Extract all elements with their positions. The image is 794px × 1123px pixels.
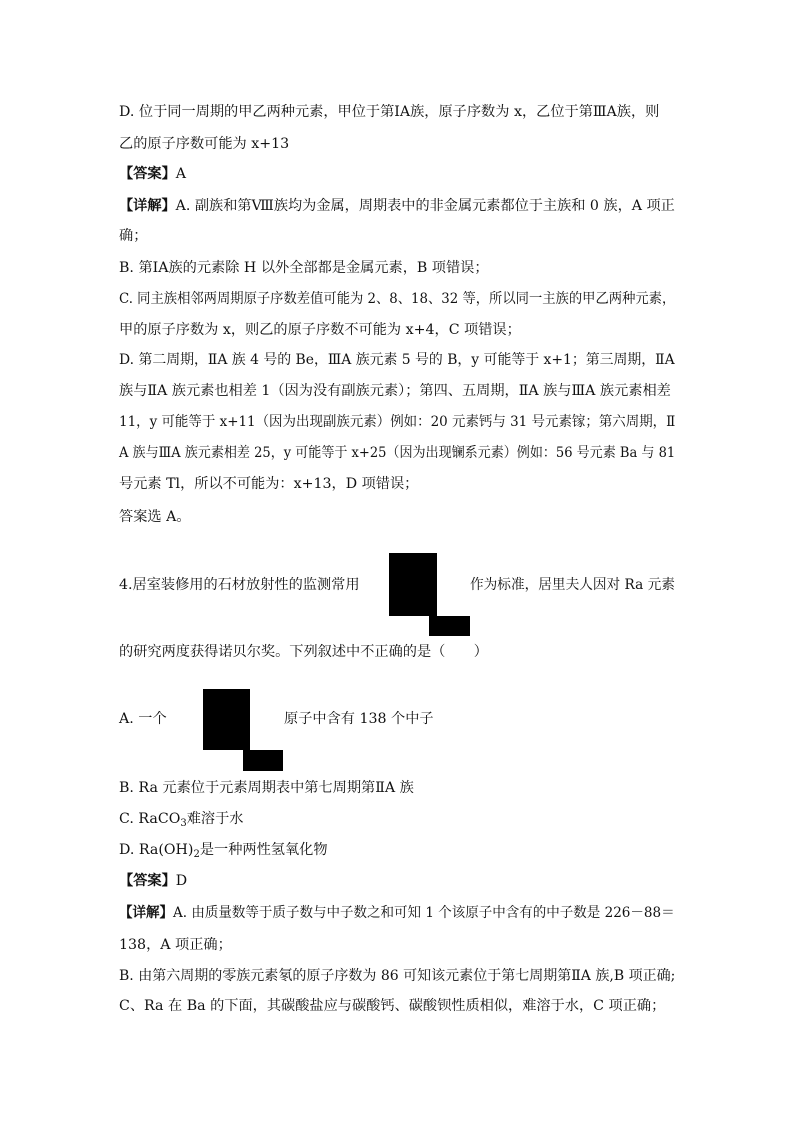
detail-1-a-line2: 确； bbox=[119, 228, 148, 244]
prev-option-d-line1: D. 位于同一周期的甲乙两种元素，甲位于第ⅠA族，原子序数为 x，乙位于第ⅢA族，则 bbox=[119, 104, 660, 120]
detail-1-d-line1: D. 第二周期，ⅡA 族 4 号的 Be，ⅢA 族元素 5 号的 B，y 可能等于 x+1；第三周期，ⅡA bbox=[119, 352, 675, 368]
detail-1-b: B. 第ⅠA族的元素除 H 以外全部都是金属元素，B 项错误； bbox=[119, 260, 489, 276]
detail-label: 【详解】 bbox=[119, 198, 176, 214]
detail-1-d-line2: 族与ⅡA 族元素也相差 1（因为没有副族元素）；第四、五周期，ⅡA 族与ⅢA 族元素相差 bbox=[119, 383, 671, 399]
detail-1-a-line1: 【详解】A. 副族和第Ⅷ族均为金属，周期表中的非金属元素都位于主族和 0 族，A 项正 bbox=[119, 198, 675, 214]
detail-1-c-line2: 甲的原子序数为 x，则乙的原子序数不可能为 x+4，C 项错误； bbox=[119, 322, 521, 338]
detail-1-d-line4: A 族与ⅢA 族元素相差 25，y 可能等于 x+25（因为出现镧系元素）例如：56 号元素 Ba 与 81 bbox=[119, 445, 676, 461]
detail-label: 【详解】 bbox=[119, 905, 174, 921]
answer-2 bbox=[119, 871, 187, 891]
question-4-line2: 的研究两度获得诺贝尔奖。下列叙述中不正确的是（ ） bbox=[119, 644, 488, 660]
detail-1-d-line3: 11，y 可能等于 x+11（因为出现副族元素）例如：20 元素钙与 31 号元素镓；第六周期，Ⅱ bbox=[119, 414, 676, 430]
isotope-formula-image-subscript bbox=[243, 750, 283, 771]
isotope-formula-image-subscript bbox=[429, 616, 470, 636]
detail-1-conclusion: 答案选 A。 bbox=[119, 509, 191, 525]
answer-label: 【答案】 bbox=[119, 166, 176, 182]
answer-label: 【答案】 bbox=[119, 873, 176, 889]
detail-1-d-line5: 号元素 Tl，所以不可能为：x+13，D 项错误； bbox=[119, 476, 419, 492]
option-a-right: 原子中含有 138 个中子 bbox=[284, 711, 434, 727]
answer-value: D bbox=[175, 873, 188, 889]
prev-option-d-line2: 乙的原子序数可能为 x+13 bbox=[119, 136, 290, 152]
question-4-left: 4.居室装修用的石材放射性的监测常用 bbox=[119, 577, 360, 593]
option-a-left: A. 一个 bbox=[119, 711, 167, 727]
question-4-right: 作为标准，居里夫人因对 Ra 元素 bbox=[470, 577, 675, 593]
detail-2-b: B. 由第六周期的零族元素氡的原子序数为 86 可知该元素位于第七周期第ⅡA 族,B 项正确; bbox=[119, 968, 676, 984]
detail-1-c-line1: C. 同主族相邻两周期原子序数差值可能为 2、8、18、32 等，所以同一主族的甲乙两种元素， bbox=[119, 291, 676, 307]
answer-1 bbox=[119, 164, 186, 184]
option-d: D. $Ra(OH)_2$是一种两性氢氧化物 bbox=[119, 842, 328, 860]
answer-value: A bbox=[175, 166, 187, 182]
option-b: B. Ra 元素位于元素周期表中第七周期第ⅡA 族 bbox=[119, 780, 414, 796]
isotope-formula-image bbox=[203, 689, 250, 750]
detail-2-a-line1: 【详解】A. 由质量数等于质子数与中子数之和可知 1 个该原子中含有的中子数是 226－88＝ bbox=[119, 905, 675, 921]
detail-2-a-line2: 138，A 项正确； bbox=[119, 937, 232, 953]
detail-2-c: C、Ra 在 Ba 的下面，其碳酸盐应与碳酸钙、碳酸钡性质相似，难溶于水，C 项正确； bbox=[119, 998, 666, 1014]
option-c: C. RaCO$_3$难溶于水 bbox=[119, 811, 244, 829]
isotope-formula-image bbox=[389, 553, 437, 616]
